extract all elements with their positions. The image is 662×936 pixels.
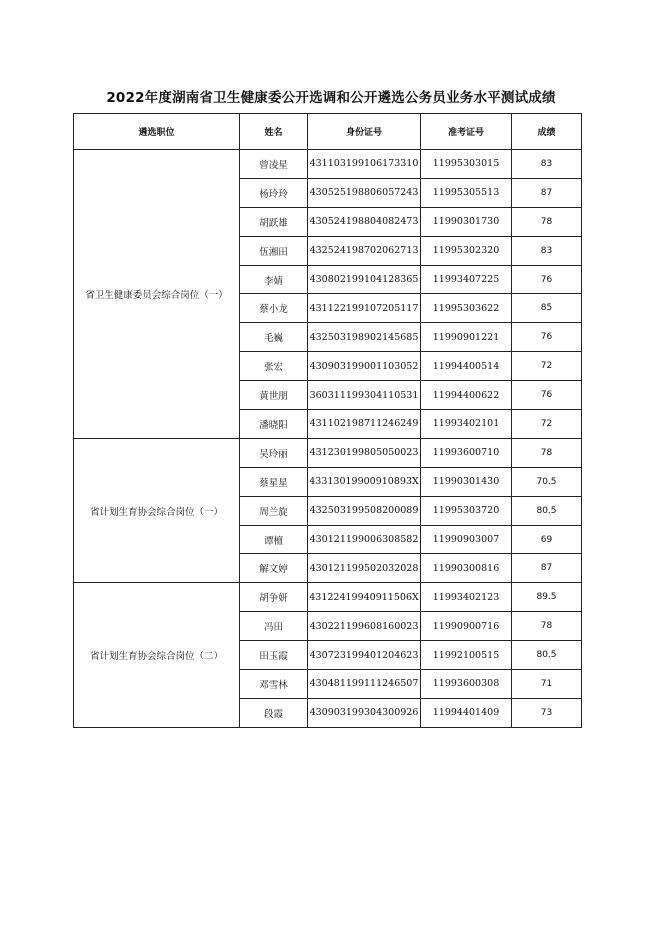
id-cell: 432503199508200089 [308,496,421,525]
table-header-row [74,114,582,150]
id-cell: 431103199106173310 [308,150,421,179]
score-table [73,113,582,728]
header-post: 遴选职位 [74,114,240,150]
header-name: 姓名 [240,114,308,150]
score-cell: 89.5 [512,583,582,612]
header-score: 成绩 [512,114,582,150]
exam-number-cell: 11990903007 [421,525,512,554]
id-cell: 430723199401204623 [308,641,421,670]
score-cell: 72 [512,352,582,381]
post-cell: 省计划生育协会综合岗位（一） [74,438,240,582]
table-row [74,438,582,467]
exam-number-cell: 11993600308 [421,670,512,699]
name-cell: 邓雪林 [240,670,308,699]
exam-number-cell: 11995303720 [421,496,512,525]
name-cell: 周兰旋 [240,496,308,525]
name-cell: 潘晓阳 [240,410,308,439]
name-cell: 杨玲玲 [240,178,308,207]
score-cell: 76 [512,323,582,352]
document-title: 2022年度湖南省卫生健康委公开选调和公开遴选公务员业务水平测试成绩 [106,90,556,106]
exam-number-cell: 11993600710 [421,438,512,467]
exam-number-cell: 11990900716 [421,612,512,641]
exam-number-cell: 11994400514 [421,352,512,381]
id-cell: 430481199111246507 [308,670,421,699]
exam-number-cell: 11995302320 [421,236,512,265]
id-cell: 43313019900910893X [308,467,421,496]
id-cell: 432503198902145685 [308,323,421,352]
id-cell: 360311199304110531 [308,381,421,410]
name-cell: 吴玲丽 [240,438,308,467]
name-cell: 胡跃雄 [240,207,308,236]
post-cell: 省卫生健康委员会综合岗位（一） [74,150,240,439]
exam-number-cell: 11990901221 [421,323,512,352]
score-cell: 83 [512,236,582,265]
name-cell: 蔡星星 [240,467,308,496]
exam-number-cell: 11995305513 [421,178,512,207]
name-cell: 田玉霞 [240,641,308,670]
header-exam-number: 准考证号 [421,114,512,150]
score-cell: 78 [512,612,582,641]
id-cell: 431230199805050023 [308,438,421,467]
name-cell: 张宏 [240,352,308,381]
exam-number-cell: 11990301430 [421,467,512,496]
score-cell: 76 [512,265,582,294]
id-cell: 430121199006308582 [308,525,421,554]
exam-number-cell: 11994400622 [421,381,512,410]
exam-number-cell: 11993402101 [421,410,512,439]
score-cell: 72 [512,410,582,439]
id-cell: 430524198804082473 [308,207,421,236]
score-cell: 69 [512,525,582,554]
exam-number-cell: 11994401409 [421,698,512,727]
score-cell: 87 [512,178,582,207]
name-cell: 解文婷 [240,554,308,583]
name-cell: 冯田 [240,612,308,641]
score-cell: 80.5 [512,496,582,525]
exam-number-cell: 11995303015 [421,150,512,179]
id-cell: 430802199104128365 [308,265,421,294]
post-cell: 省计划生育协会综合岗位（二） [74,583,240,727]
name-cell: 胡争妍 [240,583,308,612]
name-cell: 蔡小龙 [240,294,308,323]
score-cell: 78 [512,207,582,236]
id-cell: 430121199502032028 [308,554,421,583]
score-cell: 71 [512,670,582,699]
score-cell: 85 [512,294,582,323]
exam-number-cell: 11995303622 [421,294,512,323]
name-cell: 谭檀 [240,525,308,554]
exam-number-cell: 11993402123 [421,583,512,612]
score-cell: 78 [512,438,582,467]
id-cell: 431122199107205117 [308,294,421,323]
name-cell: 李婧 [240,265,308,294]
score-cell: 73 [512,698,582,727]
table-row [74,150,582,179]
name-cell: 黄世朋 [240,381,308,410]
exam-number-cell: 11990301730 [421,207,512,236]
score-cell: 80.5 [512,641,582,670]
id-cell: 430221199608160023 [308,612,421,641]
exam-number-cell: 11992100515 [421,641,512,670]
table-row [74,583,582,612]
id-cell: 43122419940911506X [308,583,421,612]
id-cell: 430903199001103052 [308,352,421,381]
id-cell: 431102198711246249 [308,410,421,439]
score-cell: 83 [512,150,582,179]
id-cell: 430903199304300926 [308,698,421,727]
id-cell: 430525198806057243 [308,178,421,207]
score-cell: 87 [512,554,582,583]
name-cell: 段霞 [240,698,308,727]
name-cell: 伍湘田 [240,236,308,265]
score-cell: 70.5 [512,467,582,496]
name-cell: 曾凌星 [240,150,308,179]
id-cell: 432524198702062713 [308,236,421,265]
exam-number-cell: 11993407225 [421,265,512,294]
header-id-number: 身份证号 [308,114,421,150]
exam-number-cell: 11990300816 [421,554,512,583]
score-cell: 76 [512,381,582,410]
name-cell: 毛巍 [240,323,308,352]
